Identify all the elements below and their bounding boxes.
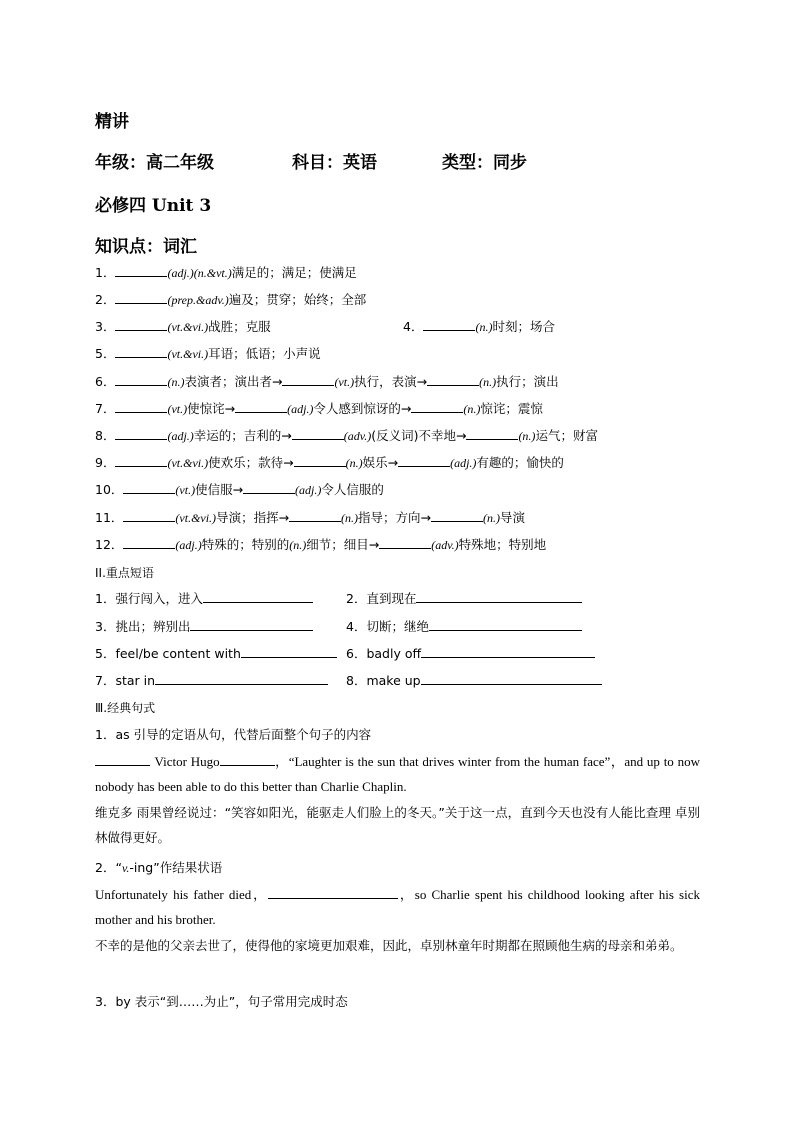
- part-of-speech: (n.): [167, 375, 185, 389]
- sentence-2-chinese: 不幸的是他的父亲去世了，使得他的家境更加艰难，因此，卓别林童年时期都在照顾他生病的母亲和弟弟。: [95, 938, 683, 953]
- part-of-speech: (adj.): [450, 456, 477, 470]
- answer-blank[interactable]: [123, 481, 175, 494]
- english-text: ，“Laughter is the sun that drives winter from the human face”，and up to now nobody has been able to do this better than Charlie Chaplin.: [95, 754, 700, 794]
- phrase-text: 6．badly off: [346, 646, 422, 661]
- answer-blank[interactable]: [123, 509, 175, 522]
- answer-blank[interactable]: [282, 373, 334, 386]
- definition: 表演者；演出者→: [184, 374, 283, 389]
- answer-blank[interactable]: [292, 427, 344, 440]
- part-of-speech: (n.): [463, 402, 481, 416]
- knowledge-heading: 知识点：词汇: [95, 237, 197, 257]
- definition: 使欢乐；款待→: [208, 455, 294, 470]
- definition: 令人感到惊讶的→: [313, 401, 412, 416]
- definition: 细节；细目→: [306, 537, 380, 552]
- vocab-item-4: [403, 318, 555, 336]
- answer-blank[interactable]: [398, 454, 450, 467]
- english-text: Unfortunately his father died，: [95, 887, 268, 902]
- module-label: 必修四 Unit 3: [95, 196, 212, 216]
- sentence-1-chinese: 维克多 雨果曾经说过：“笑容如阳光，能驱走人们脸上的冬天。”关于这一点，直到今天也没有人能比查理 卓别林做得更好。: [95, 805, 700, 845]
- phrase-text: 1．强行闯入，进入: [95, 591, 203, 606]
- phrase-text: 5．feel/be content with: [95, 646, 241, 661]
- phrase-item-8: [346, 672, 602, 689]
- phrase-text: 3．挑出；辨别出: [95, 619, 191, 634]
- vocab-item-5: [95, 345, 321, 363]
- part-of-speech: (n.): [341, 511, 359, 525]
- part-of-speech: (vt.&vi.): [167, 456, 209, 470]
- subject-label: 科目：英语: [292, 153, 377, 173]
- vocab-item-7: [95, 400, 543, 418]
- part-of-speech: (n.): [483, 511, 501, 525]
- definition: 耳语；低语；小声说: [208, 346, 321, 361]
- part-of-speech: (vt.): [175, 483, 196, 497]
- phrase-item-5: [95, 645, 337, 662]
- part-of-speech: (vt.): [334, 375, 355, 389]
- phrase-text: 2．直到现在: [346, 591, 417, 606]
- answer-blank[interactable]: [190, 618, 313, 631]
- sentence-1-english: [95, 749, 700, 799]
- item-number: 3．: [95, 319, 116, 334]
- part-of-speech: (adj.)(n.&vt.): [167, 266, 232, 280]
- phrase-text: 7．star in: [95, 673, 156, 688]
- part-of-speech: (vt.&vi.): [167, 320, 209, 334]
- part-of-speech: (n.): [289, 538, 307, 552]
- definition: 使信服→: [195, 482, 244, 497]
- phrases-heading: II.重点短语: [95, 566, 154, 580]
- sentence-2-english: [95, 882, 700, 932]
- phrase-item-7: [95, 672, 328, 689]
- definition: 执行，表演→: [354, 374, 428, 389]
- part-of-speech: (adv.): [343, 429, 372, 443]
- sentences-heading: Ⅲ.经典句式: [95, 701, 156, 715]
- part-of-speech: (adj.): [287, 402, 314, 416]
- answer-blank[interactable]: [95, 753, 150, 766]
- vocab-item-8: [95, 427, 598, 445]
- part-of-speech: (adv.): [431, 538, 459, 552]
- vocab-item-3: [95, 318, 271, 336]
- answer-blank[interactable]: [379, 536, 431, 549]
- definition: 满足的；满足；使满足: [231, 265, 357, 280]
- page-title: 精讲: [95, 112, 129, 132]
- definition: 指导；方向→: [358, 510, 432, 525]
- definition: 有趣的；愉快的: [476, 455, 564, 470]
- part-of-speech: (vt.&vi.): [167, 347, 209, 361]
- item-number: 2．: [95, 292, 116, 307]
- title-text: -ing”作结果状语: [129, 860, 223, 875]
- part-of-speech: (n.): [479, 375, 497, 389]
- phrase-item-3: [95, 618, 313, 635]
- answer-blank[interactable]: [429, 618, 582, 631]
- item-number: 1．: [95, 265, 116, 280]
- answer-blank[interactable]: [115, 427, 167, 440]
- answer-blank[interactable]: [294, 454, 346, 467]
- answer-blank[interactable]: [115, 264, 167, 277]
- definition: (反义词)不幸地→: [371, 428, 467, 443]
- vocab-item-10: [95, 481, 384, 499]
- definition: 战胜；克服: [208, 319, 271, 334]
- answer-blank[interactable]: [268, 886, 398, 899]
- definition: 惊诧；震惊: [480, 401, 543, 416]
- answer-blank[interactable]: [423, 318, 475, 331]
- definition: 幸运的；吉利的→: [193, 428, 292, 443]
- answer-blank[interactable]: [203, 590, 313, 603]
- part-of-speech: (vt.&vi.): [175, 511, 217, 525]
- phrase-item-2: [346, 590, 582, 607]
- answer-blank[interactable]: [115, 373, 167, 386]
- part-of-speech: (n.): [518, 429, 536, 443]
- answer-blank[interactable]: [427, 373, 479, 386]
- item-number: 7．: [95, 401, 116, 416]
- answer-blank[interactable]: [155, 672, 328, 685]
- vocab-item-12: [95, 536, 546, 554]
- phrase-text: 8．make up: [346, 673, 421, 688]
- answer-blank[interactable]: [416, 590, 582, 603]
- answer-blank[interactable]: [220, 753, 275, 766]
- answer-blank[interactable]: [421, 645, 595, 658]
- answer-blank[interactable]: [466, 427, 518, 440]
- definition: 运气；财富: [535, 428, 598, 443]
- answer-blank[interactable]: [115, 454, 167, 467]
- vocab-item-6: [95, 373, 559, 391]
- definition: 执行；演出: [496, 374, 559, 389]
- grade-label: 年级：高二年级: [95, 153, 214, 173]
- answer-blank[interactable]: [123, 536, 175, 549]
- answer-blank[interactable]: [243, 481, 295, 494]
- english-text: ，so Charlie spent his childhood looking after his sick mother and his brother.: [95, 887, 700, 927]
- part-of-speech: (n.): [345, 456, 363, 470]
- answer-blank[interactable]: [421, 672, 602, 685]
- item-number: 11．: [95, 510, 124, 525]
- answer-blank[interactable]: [115, 345, 167, 358]
- answer-blank[interactable]: [235, 400, 287, 413]
- definition: 娱乐→: [362, 455, 399, 470]
- answer-blank[interactable]: [411, 400, 463, 413]
- answer-blank[interactable]: [431, 509, 483, 522]
- phrase-text: 4．切断；继绝: [346, 619, 429, 634]
- definition: 导演；指挥→: [216, 510, 290, 525]
- sentence-1-title: 1．as 引导的定语从句，代替后面整个句子的内容: [95, 727, 372, 742]
- part-of-speech: (prep.&adv.): [167, 293, 229, 307]
- answer-blank[interactable]: [241, 645, 337, 658]
- part-of-speech: (adj.): [167, 429, 194, 443]
- vocab-item-11: [95, 509, 525, 527]
- phrase-item-1: [95, 590, 313, 607]
- part-of-speech: (vt.): [167, 402, 188, 416]
- answer-blank[interactable]: [115, 318, 167, 331]
- definition: 时刻；场合: [492, 319, 555, 334]
- part-of-speech: (adj.): [175, 538, 202, 552]
- answer-blank[interactable]: [289, 509, 341, 522]
- answer-blank[interactable]: [115, 291, 167, 304]
- item-number: 6．: [95, 374, 116, 389]
- definition: 特殊地；特别地: [458, 537, 547, 552]
- item-number: 8．: [95, 428, 116, 443]
- definition: 特殊的；特别的: [201, 537, 290, 552]
- phrase-item-4: [346, 618, 582, 635]
- sentence-2-title: [95, 859, 222, 877]
- title-italic: v.: [121, 861, 130, 875]
- phrase-item-6: [346, 645, 595, 662]
- type-label: 类型：同步: [442, 153, 527, 173]
- vocab-item-9: [95, 454, 564, 472]
- title-text: 2．“: [95, 860, 122, 875]
- vocab-item-1: [95, 264, 357, 282]
- answer-blank[interactable]: [115, 400, 167, 413]
- part-of-speech: (n.): [475, 320, 493, 334]
- definition: 遍及；贯穿；始终；全部: [228, 292, 367, 307]
- item-number: 10．: [95, 482, 124, 497]
- item-number: 9．: [95, 455, 116, 470]
- item-number: 4．: [403, 319, 424, 334]
- item-number: 5．: [95, 346, 116, 361]
- english-text: Victor Hugo: [154, 754, 220, 769]
- vocab-item-2: [95, 291, 366, 309]
- part-of-speech: (adj.): [295, 483, 322, 497]
- definition: 使惊诧→: [187, 401, 236, 416]
- item-number: 12．: [95, 537, 124, 552]
- definition: 令人信服的: [321, 482, 384, 497]
- sentence-3-title: 3．by 表示“到……为止”，句子常用完成时态: [95, 994, 348, 1009]
- definition: 导演: [500, 510, 526, 525]
